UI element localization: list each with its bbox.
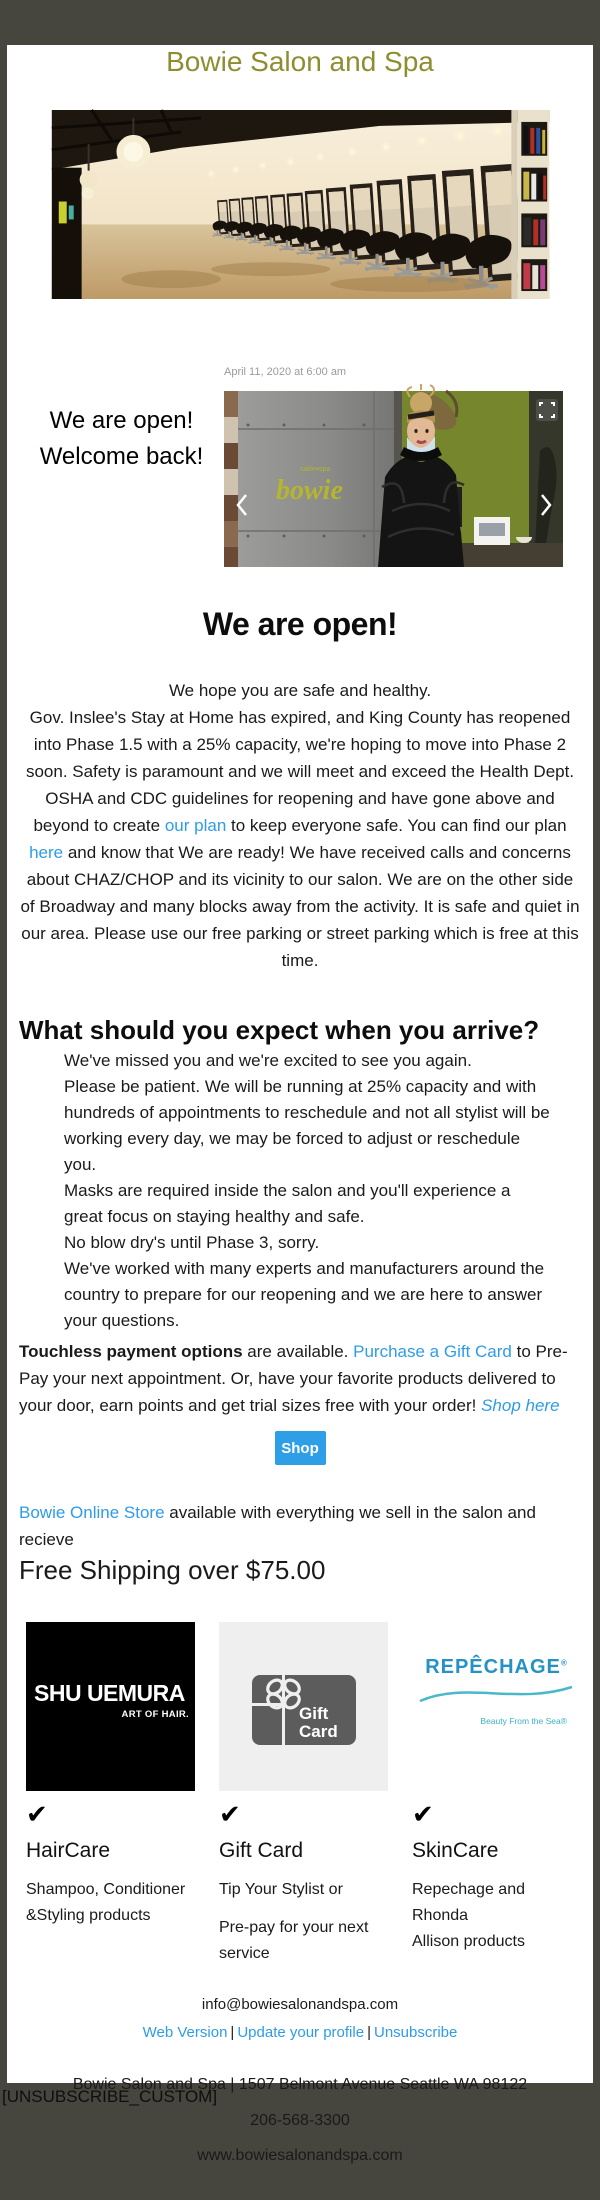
unsubscribe-link[interactable]: Unsubscribe [373,2024,458,2041]
salon-entrance-photo[interactable] [224,391,563,567]
repechage-brand-image[interactable]: REPÊCHAGE® Beauty From the Sea® [412,1622,581,1791]
gift-card-image[interactable] [219,1622,388,1791]
gift-card-column [219,1622,388,1967]
page-title: Bowie Salon and Spa [166,46,434,77]
touchless-paragraph: Touchless payment options are available. Purchase a Gift Card to Pre-Pay your next appointment. Or, have your favorite products delivered to your door, earn points and get trial sizes free with your order! Shop here [19,1342,568,1415]
skincare-title: SkinCare [412,1839,499,1862]
purchase-gift-card-link[interactable]: Purchase a Gift Card [353,1342,512,1361]
wave-icon [416,1679,576,1709]
gift-card-title: Gift Card [219,1839,304,1862]
expect-list [19,1048,581,1334]
salon-phone: 206-568-3300 [250,2112,350,2129]
expand-icon[interactable] [536,399,558,421]
check-icon: ✔ [26,1799,48,1829]
shop-here-link[interactable]: Shop here [481,1396,560,1415]
intro-line: We hope you are safe and healthy. [168,681,432,700]
welcome-text-block [19,365,224,567]
salon-address: Bowie Salon and Spa | 1507 Belmont Avenue Seattle WA 98122 [72,2076,528,2093]
svg-text:Card: Card [298,1721,338,1741]
contact-email[interactable]: info@bowiesalonandspa.com [201,1996,399,2013]
expect-heading: What should you expect when you arrive? [19,1015,540,1045]
shu-uemura-brand-image[interactable]: SHU UEMURA ART OF HAIR. [26,1622,195,1791]
here-link[interactable]: here [29,843,64,862]
shu-uemura-logo: SHU UEMURA [34,1680,185,1706]
expect-item: We've missed you and we're excited to see you again. [64,1051,472,1070]
online-store-line: Bowie Online Store available with everything we sell in the salon and recieve [19,1503,536,1549]
shop-button[interactable]: Shop [275,1431,326,1465]
post-date: April 11, 2020 at 6:00 am [224,366,347,378]
expect-item: Masks are required inside the salon and you'll experience a great focus on staying healthy and safe. [64,1181,511,1226]
haircare-column [26,1622,195,1967]
expect-item: We've worked with many experts and manufacturers around the country to prepare for our reopening and we are here to answer your questions. [64,1259,545,1330]
repechage-logo: REPÊCHAGE® [425,1656,568,1678]
expect-item: Please be patient. We will be running at 25% capacity and with hundreds of appointments to reschedule and not all stylist will be working every day, we may be forced to adjust or reschedule you. [64,1077,550,1174]
expect-item: No blow dry's until Phase 3, sorry. [64,1233,320,1252]
footer-links: Web Version | Update your profile | Unsubscribe [142,2024,458,2041]
product-columns [26,1622,581,1967]
update-profile-link[interactable]: Update your profile [237,2024,365,2041]
salon-interior-photo [51,110,550,299]
skincare-column [412,1622,581,1967]
salon-website: www.bowiesalonandspa.com [197,2147,403,2164]
web-version-link[interactable]: Web Version [142,2024,228,2041]
haircare-description: Shampoo, Conditioner &Styling products [26,1881,186,1924]
check-icon: ✔ [412,1799,434,1829]
gift-card-icon [244,1657,364,1757]
welcome-line-2: Welcome back! [39,443,204,470]
sign-bowie: bowie [276,475,343,506]
gift-card-description: Tip Your Stylist or Pre-pay for your next service [219,1881,369,1962]
sign-salon-spa: salon•spa [300,466,331,473]
welcome-line-1: We are open! [49,407,194,434]
bowie-online-store-link[interactable]: Bowie Online Store [19,1503,165,1522]
we-are-open-heading: We are open! [202,606,398,642]
check-icon: ✔ [219,1799,241,1829]
unsubscribe-merge-tag: [UNSUBSCRIBE_CUSTOM] [2,2087,218,2106]
skincare-description: Repechage and Rhonda Allison products [412,1881,525,1950]
announcement-paragraph: Gov. Inslee's Stay at Home has expired, and King County has reopened into Phase 1.5 with a 25% capacity, we're hoping to move into Phase 2 soon. Safety is paramount and we will meet and exceed the Health Dept. OSHA and CDC guidelines for reopening and have gone above and beyond to create our plan to keep everyone safe. You can find our plan here and know that We are ready! We have received calls and concerns about CHAZ/CHOP and its vicinity to our salon. We are on the other side of Broadway and many blocks away from the activity. It is safe and quiet in our area. Please use our free parking or street parking which is free at this time. [20,708,580,970]
haircare-title: HairCare [26,1839,111,1862]
reopening-post [19,365,581,567]
svg-text:Gift: Gift [298,1703,328,1723]
free-shipping-text: Free Shipping over $75.00 [19,1555,326,1585]
our-plan-link[interactable]: our plan [164,816,227,835]
